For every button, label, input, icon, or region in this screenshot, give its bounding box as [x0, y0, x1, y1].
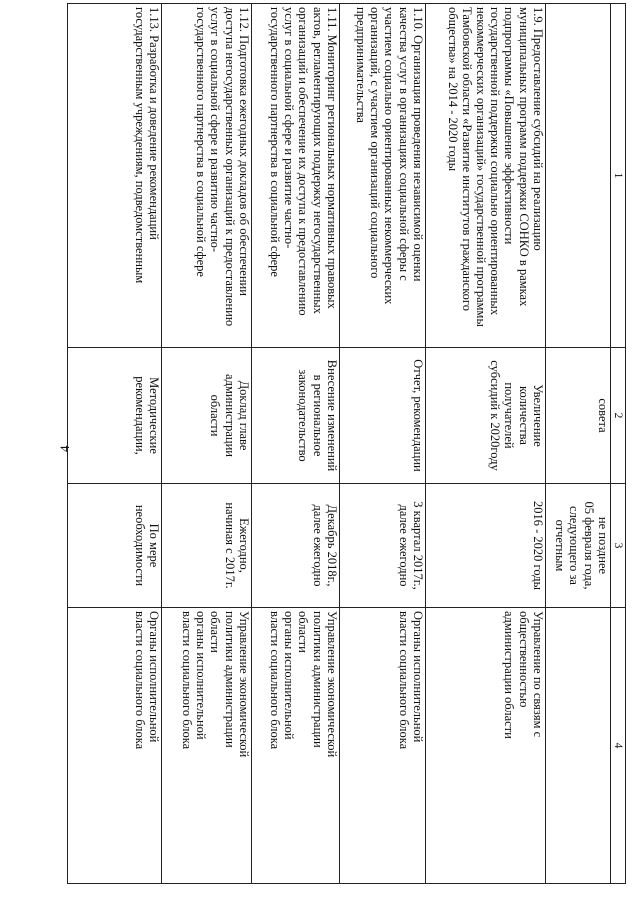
result-cell: совета — [545, 348, 610, 484]
page-number: 4 — [57, 445, 72, 452]
column-header-2: 2 — [610, 348, 625, 484]
table-row — [545, 4, 610, 884]
table-row — [68, 4, 162, 884]
table-row — [251, 4, 339, 884]
deadline-cell: 2016 - 2020 годы — [425, 484, 545, 608]
responsible-cell: Управление по связям с общественностью администрации области — [425, 608, 545, 884]
deadline-cell: 3 квартал 2017г., далее ежегодно — [339, 484, 425, 608]
rotated-table-container — [67, 3, 626, 883]
table-row — [161, 4, 251, 884]
activity-cell — [545, 4, 610, 348]
column-number-row — [610, 4, 625, 884]
column-header-1: 1 — [610, 4, 625, 348]
deadline-cell: Ежегодно, начиная с 2017г. — [161, 484, 251, 608]
deadline-cell: Декабрь 2018г., далее ежегодно — [251, 484, 339, 608]
responsible-cell — [545, 608, 610, 884]
column-header-4: 4 — [610, 608, 625, 884]
activity-cell: 1.9. Предоставление субсидий на реализацию муниципальных программ поддержки СОНКО в рамках подпрограммы «Повышение эффективности государственной поддержки социально ориентированных некоммерческих организаций» государственной программы Тамбовской области «Развитие институтов гражданского общества» на 2014 - 2020 годы — [425, 4, 545, 348]
result-cell: Методические рекомендации, — [68, 348, 162, 484]
table-row — [339, 4, 425, 884]
activity-cell: 1.13. Разработка и доведение рекомендаций государственным учреждениям, подведомственным — [68, 4, 162, 348]
result-cell: Доклад главе администрации области — [161, 348, 251, 484]
activity-cell: 1.12. Подготовка ежегодных докладов об обеспечении доступа негосударственных организаций к предоставлению услуг в социальной сфере и развитию частно- государственного партнерства в социальной сфере — [161, 4, 251, 348]
responsible-cell: Органы исполнительной власти социального блока — [339, 608, 425, 884]
activity-cell: 1.10. Организация проведения независимой оценки качества услуг в организациях социальной сферы с участием социально ориентированных некоммерческих организаций, с участием организаций социального предпринимательства — [339, 4, 425, 348]
responsible-cell: Управление экономической политики администрации области органы исполнительной власти социального блока — [161, 608, 251, 884]
responsible-cell: Органы исполнительной власти социального блока — [68, 608, 162, 884]
result-cell: Отчет, рекомендации — [339, 348, 425, 484]
responsible-cell: Управление экономической политики администрации области органы исполнительной власти социального блока — [251, 608, 339, 884]
plan-table — [67, 3, 626, 884]
deadline-cell: По мере необходимости — [68, 484, 162, 608]
column-header-3: 3 — [610, 484, 625, 608]
deadline-cell: не позднее 05 февраля года, следующего за отчетным — [545, 484, 610, 608]
result-cell: Увеличение количества получателей субсидий к 2020году — [425, 348, 545, 484]
result-cell: Внесение изменений в региональное законодательство — [251, 348, 339, 484]
activity-cell: 1.11. Мониторинг региональных нормативных правовых актов, регламентирующих поддержку негосударственных организаций и обеспечение их доступа к предоставлению услуг в социальной сфере и развитие частно- государственного партнерства в социальной сфере — [251, 4, 339, 348]
table-row — [425, 4, 545, 884]
